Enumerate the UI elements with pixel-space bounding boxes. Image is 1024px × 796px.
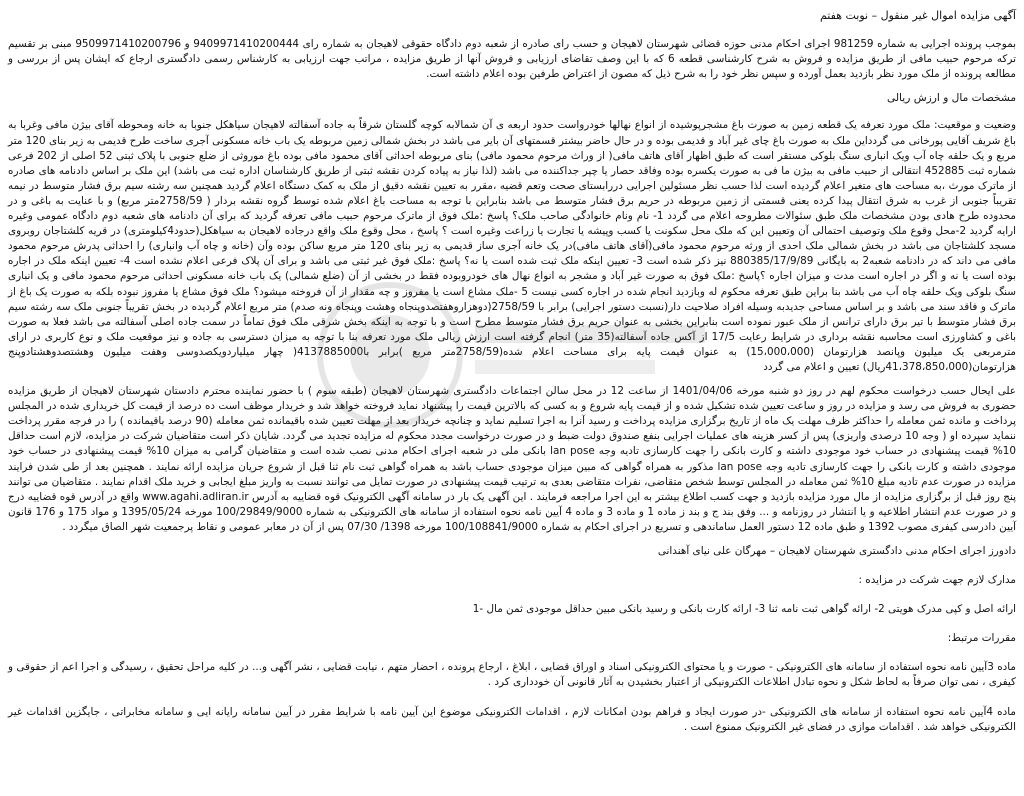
required-documents-title: مدارک لازم جهت شرکت در مزایده : [858,574,1016,587]
notice-title: آگهی مزایده اموال غیر منقول – نوبت هفتم [819,9,1016,22]
article-4-text: ماده 4آیین نامه نحوه استفاده از سامانه های الکترونیکی -در صورت ایجاد و فراهم بودن امکانات لازم ، اقدامات الکترونیکی موضوع این آیین نامه با شرایط مقرر در آیین سامانه رایانه ایی و سامانه مخابراتی ، جایگزین اقدامات غیر الکترونیکی خواهد شد . اقدامات موازی در فضای غیر الکترونیک ممنوع است . [8,705,1016,733]
section-title-property: مشخصات مال و ارزش ریالی [887,92,1016,105]
regulations-title: مقررات مرتبط: [947,632,1016,645]
property-description: وضعیت و موقعیت: ملک مورد تعرفه یک قطعه زمین به صورت باغ مشجرپوشیده از انواع نهالها خودرواست حدود اربعه ی آن شمالابه کوچه گلستان شرقاً به جاده آسفالته لاهیجان سیاهکل جنوبا به خانه ومحوطه آقای بیژن مافی وغربا به باغ شریف آقایی پورخانی می گردداین ملک به صورت باغ چای غیر آباد و قدیمی بوده و در حال حاضر بیشتر قسمتهای آن بایر می باشد در بخش شمالی زمین مربوطه یک باب خانه مسکونی آجری ساخت طرح قدیمی به زیر بنای 120 متر مربع و یک حلقه چاه آب ویک انباری سنگ بلوکی مستقر است که طبق اظهار آقای هاتف مافی( از وراث مرحوم محمود مافی) بنای مربوطه احداثی آقای محمود مافی بوده باغ موروثی از ضلع جنوبی با پلاک ثبتی 52 اصلی از 202 فرعی شماره ثبت 452885 انتقالی از حبیب مافی به بیژن ما فی به صورت یکسره بوده وفاقد حصار یا چپر جداکننده می باشد (لذا نیاز به پیاده کردن نقشه ثبتی از طریق کارشناسان اداره ثبت می باشد) این ملک بر اساس دادنامه های صادره از ماترک مورث ،به مساحت های متغیر اعلام گردیده است لذا حسب نظر مسئولین اجرایی دررابستای صحت وتعم قضیه ،مقرر به تعیین نقشه دقیق از ملک به کمک دستگاه اعلام گردید همچنین سه رشته سیم برق فشار متوسط در نیمه تقریباً جنوبی از غرب به شرق انتقال پیدا کرده یعنی قسمتی از زمین مربوطه در حریم برق فشار متوسط می باشد بنابراین با توجه به مساحت باغ اعلام شده توسط گروه نقشه بردار ( 2758/59متر مربع) و با عنایت به باغی و در محدوده طرح هادی بودن مشخصات ملک طبق سئوالات مطروحه اعلام می گردد 1- نام ونام خانوادگی صاحب ملک؟ پاسخ :ملک فوق از ماترک مرحوم حبیب مافی تعرفه گردید که برای آن دادنامه های شعبه دوم دادگاه عمومی وغیره ارایه گردید 2-محل وقوع ملک وتوصیف احتمالی آن وتعیین این که ملک محل سکونت یا کسب وپیشه یا تجارت یا زراعت وغیره است ؟ پاسخ ، محل وقوع ملک واقع درجاده لاهیجان به سیاهکل(حدود4کیلومتری) در قریه کلشتاجان روبروی مسجد کلشتاجان می باشد در بخش شمالی ملک احدی از ورثه مرحوم محمود مافی(آقای هاتف مافی)در یک خانه آجری ساز قدیمی به زیر بنای 120 متر مربع ساکن بوده وآن (خانه و چاه آب وانباری) را احداثی پدرش مرحوم محمود مافی می داند که در دادنامه شعبه2 به بایگانی 880385/17/9/89 نیز ذکر شده است 3- تعیین اینکه ملک ثبت شده است یا نه؟ پاسخ :ملک فوق غیر ثبتی می باشد و برای آن پلاک فرعی اعلام نشده است 4- تعیین اینکه ملک در اجاره بوده است یا نه و اگر در اجاره است مدت و میزان اجاره ؟پاسخ :ملک فوق به صورت غیر آباد و مشجر به انواع نهال های خودروبوده فقط در بخشی از آن (ضلع شمالی) یک باب خانه مسکونی احداثی مرحوم محمود مافی و یک انباری سنگ بلوکی ویک حلقه چاه آب می باشد بنا براین طبق تعرفه محکوم له وبازدید انجام شده در اجاره کسی نیست 5 -ملک مشاع است یا مفروز و چه مقدار از آن فروخته میشود؟ ملک فوق مشاع یا مفروز نبوده بلکه به صورت یک باغ از ماترک و فاقد سند می باشد و بر اساس مساحی جدیدبه وسیله افراد صلاحیت دار(نسبت دستور اجرایی) برابر با 2758/59(دوهزاروهفتصدوپنجاه وهشت وپنجاه ونه صدم) متر مربع اعلام گردیده در بخش تقریباً جنوبی ملک سه رشته سیم برق فشار متوسط با تیر برق دارای ترانس از ملک عبور نموده است بنابراین بخشی به عنوان حریم برق فشار متوسط مطرح است و با توجه به اینکه بخش شرقی ملک فوق تماماً در سمت جاده اصلی آسفالته می باشد فعلا به صورت باغی و کشاورزی است محاسبه نقشه برداری در شرایط رعایت 17/5 از آکس جاده آسفالته(35 متر) انجام گرفته است ارزش ریالی ملک مورد تعرفه بنا با توجه به میزان دسترسی به جاده و نیز موقعیت ملک و نوع کاربری در ارای مترمربعی یک میلیون وپانصد هزارتومان (15،000،000) به عنوان قیمت پایه برای مساحت اعلام شده(2758/59متر مربع )برابر با4137885000( چهار میلیاردویکصدوسی وهفت میلیون وهشتصدوهشتادوپنج هزارتومان(41،378،850،000ریال) تعیین و اعلام می گردد [8,119,1017,373]
intro-paragraph: بموجب پرونده اجرایی به شماره 981259 اجرای احکام مدنی حوزه قضائی شهرستان لاهیجان و حسب رای صادره از شعبه دوم دادگاه حقوقی لاهیجان به شماره رای 9409971410200444 و 9509971410200796 مبنی بر تقسیم ترکه مرحوم حبیب مافی از طریق مزایده و فروش به شرح کارشناسی قطعه 6 که با این وصف تقاضای ارزیابی و فروش آنها از طریق مزایده ، مراتب جهت ارزیابی به کارشناس رسمی دادگستری ارجاع که ایشان پس از بررسی و مطالعه پرونده از ملک مورد نظر بازدید بعمل آورده و سپس نظر خود را به شرح ذیل که مصون از اعتراض طرفین بوده اعلام داشته است. [8,38,1017,81]
article-3-text: ماده 3آیین نامه نحوه استفاده از سامانه های الکترونیکی - صورت و یا محتوای الکترونیکی اسناد و اوراق قضایی ، ابلاغ ، ارجاع پرونده ، احضار متهم ، نیابت قضایی ، نشر آگهی و... در کلیه مراحل تحقیق ، رسیدگی و اجرا اعم از حقوقی و کیفری ، نمی توان صرفاً به لحاظ شکل و نحوه تبادل اطلاعات الکترونیکی از اعتبار بخشیدن به آثار قانونی آن خودداری کرد . [8,661,1016,689]
signature-line: دادورز اجرای احکام مدنی دادگستری شهرستان لاهیجان – مهرگان علی نیای آهندانی [657,545,1016,557]
required-documents-list: ارائه اصل و کپی مدرک هویتی 2- ارائه گواهی ثبت نامه ثنا 3- ارائه کارت بانکی و رسید بانکی مبین حداقل موجودی ثمن مال -1 [472,603,1016,616]
auction-details-paragraph: علی ایحال حسب درخواست محکوم لهم در روز دو شنبه مورخه 1401/04/06 از ساعت 12 در محل سالن اجتماعات دادگستری شهرستان لاهیجان (طبقه سوم ) با حضور نماینده محترم دادستان شهرستان لاهیجان از طریق مزایده حضوری به فروش می رسد و مزایده در روز و ساعت تعیین شده تشکیل شده و از قیمت پایه شروع و به کسی که بالاترین قیمت را پیشنهاد نماید فروخته خواهد شد و خریدار موظف است ده درصد از قیمت کل خریداری شده در المجلس پرداخت و مانده ثمن معامله را حداکثر ظرف مهلت یک ماه از تاریخ برگزاری مزایده پرداخت و رسید آنرا به اجرا تسلیم نماید و چنانچه خریدار بعد از مهلت تعیین شده باقیمانده ثمن معامله (90 درصد باقیمانده ) را در فرجه مقرر پرداخت ننماید سپرده او ( وجه 10 درصدی واریزی) پس از کسر هزینه های عملیات اجرایی بنفع صندوق دولت ضبط و در صورت درخواست مجدد محکوم له مزایده تجدید می گردد. شایان ذکر است متقاضیان شرکت در مزایده، لازم است حداقل 10% قیمت پیشنهادی در حساب خود موجودی داشته و کارت بانکی را جهت کارسازی تادیه وجه lan pose بانکی ملی در شعبه اجرای احکام مدنی نصب شده است و متقاضیان گرامی به میزان 10% قیمت پیشنهادی در حساب خود موجودی داشته و کارت بانکی را جهت کارسازی تادیه وجه lan pose مذکور به همراه گواهی که مبین میزان موجودی حساب باشد به همراه گواهی ثبت نام ثنا قبل از شروع جریان مزایده ارائه نمایند . همچنین بعد از طی شدن فرایند مزایده در صورت عدم تادیه مبلغ 10% ثمن معامله در المجلس توسط شخص متقاضی، نفرات متقاضی بعدی به ترتیب قیمت پیشنهادی در صورت تمایل می توانند نسبت به واریز مبلغ ایجابی و خرید ملک اقدام نمایند . متقاضیان می توانند پنج روز قبل از برگزاری مزایده از مال مورد مزایده بازدید و جهت کسب اطلاع بیشتر به این اجرا مراجعه فرمایند . این آگهی یک بار در سامانه آگهی الکترونیک قوه قضاییه به آدرس www.agahi.adliran.ir واقع در آدرس قوه قضاییه درج و در صورت عدم انتشار اطلاعیه و یا انتشار در روزنامه و ... وفق بند ج و بند ز ماده 1 و ماده 3 و ماده 4 آیین نامه نحوه استفاده از سامانه های الکترونیکی به شماره 100/29849/9000 مورخه 1395/05/24 و مواد 175 و 176 قانون آیین دادرسی کیفری مصوب 1392 و طبق ماده 12 دستور العمل ساماندهی و تسریع در اجرای احکام به شماره 100/108841/9000 مورخه 1398/ 07/30 پس از آن در معابر عمومی و نقاط پرجمعیت شهر الصاق میگردد . [8,385,1017,533]
